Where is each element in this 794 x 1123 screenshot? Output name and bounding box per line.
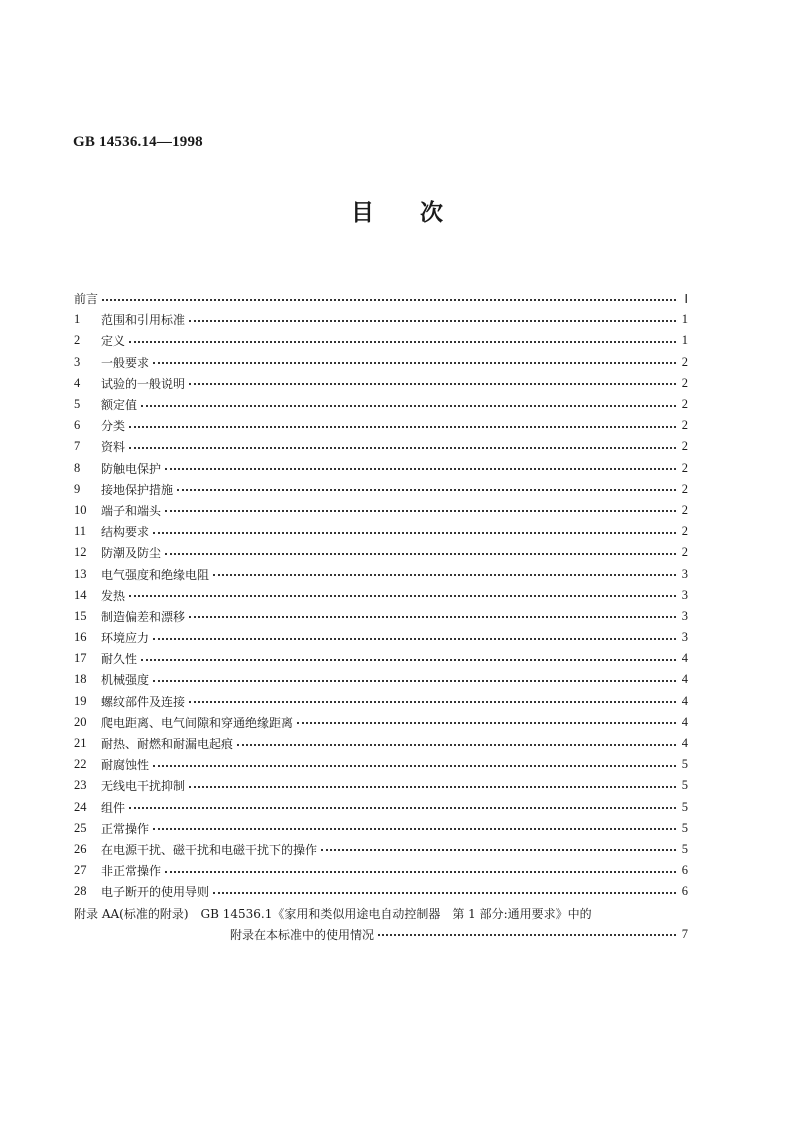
toc-entry-page: 5 <box>681 820 688 835</box>
toc-entry-label: 结构要求 <box>101 525 150 540</box>
toc-entry-label: 电子断开的使用导则 <box>101 885 210 900</box>
toc-entry-number: 9 <box>74 481 81 496</box>
dot-leader <box>189 602 676 618</box>
toc-entry-page: 2 <box>681 354 688 369</box>
toc-entry-label: 正常操作 <box>101 821 150 836</box>
toc-entry-number: 22 <box>74 757 87 772</box>
dot-leader <box>153 348 676 364</box>
toc-entry-number: 21 <box>74 736 87 751</box>
toc-entry-number: 15 <box>74 608 87 623</box>
toc-entry-page: Ⅰ <box>684 291 688 306</box>
toc-entry-label: 端子和端头 <box>101 503 162 518</box>
toc-entry-page: 4 <box>681 672 688 687</box>
dot-leader <box>129 327 676 343</box>
toc-entry-number: 26 <box>74 841 87 856</box>
dot-leader <box>189 687 676 703</box>
toc-entry-label: 一般要求 <box>101 355 150 370</box>
dot-leader <box>321 835 676 851</box>
dot-leader <box>102 285 676 301</box>
toc-entry-label: 爬电距离、电气间隙和穿通绝缘距离 <box>101 715 294 730</box>
toc-entry[interactable] <box>74 881 688 902</box>
dot-leader <box>153 518 676 534</box>
toc-entry-page: 2 <box>681 481 688 496</box>
toc-entry-label: 接地保护措施 <box>101 482 174 497</box>
toc-entry-label: 前言 <box>74 292 99 307</box>
dot-leader <box>165 454 676 470</box>
toc-entry-number: 4 <box>74 375 81 390</box>
toc-entry-page: 2 <box>681 397 688 412</box>
toc-entry-page: 5 <box>681 841 688 856</box>
toc-entry-number: 2 <box>74 333 81 348</box>
toc-entry-label: 耐热、耐燃和耐漏电起痕 <box>101 737 234 752</box>
toc-entry-page: 5 <box>681 799 688 814</box>
appendix-entry-line1[interactable]: 附录 AA(标准的附录) GB 14536.1《家用和类似用途电自动控制器 第 1 部分:通用要求》中的 <box>74 906 592 921</box>
toc-entry-label: 防触电保护 <box>101 461 162 476</box>
toc-entry-number: 8 <box>74 460 81 475</box>
dot-leader <box>237 730 676 746</box>
toc-entry-number: 25 <box>74 820 87 835</box>
dot-leader <box>189 306 676 322</box>
toc-entry-label: 发热 <box>101 588 126 603</box>
toc-entry-page: 2 <box>681 524 688 539</box>
appendix-label: 附录在本标准中的使用情况 <box>230 927 375 942</box>
toc-entry-label: 螺纹部件及连接 <box>101 694 186 709</box>
dot-leader <box>189 772 676 788</box>
toc-entry-label: 定义 <box>101 334 126 349</box>
toc-entry-page: 4 <box>681 693 688 708</box>
toc-entry-page: 5 <box>681 778 688 793</box>
toc-entry-label: 在电源干扰、磁干扰和电磁干扰下的操作 <box>101 842 318 857</box>
toc-entry-number: 27 <box>74 863 87 878</box>
toc-entry-number: 18 <box>74 672 87 687</box>
appendix-entry-line2[interactable] <box>74 924 688 945</box>
dot-leader <box>297 708 676 724</box>
toc-entry-number: 19 <box>74 693 87 708</box>
toc-entry-page: 4 <box>681 714 688 729</box>
toc-entry-label: 试验的一般说明 <box>101 376 186 391</box>
toc-entry-number: 7 <box>74 439 81 454</box>
toc-entry-number: 28 <box>74 884 87 899</box>
dot-leader <box>213 878 676 894</box>
toc-entry-number: 6 <box>74 418 81 433</box>
dot-leader <box>129 412 676 428</box>
toc-entry-number: 11 <box>74 524 87 539</box>
toc-entry-page: 1 <box>681 333 688 348</box>
toc-entry-label: 耐久性 <box>101 652 138 667</box>
toc-entry-number: 10 <box>74 502 87 517</box>
toc-entry-label: 资料 <box>101 440 126 455</box>
toc-entry-number: 23 <box>74 778 87 793</box>
toc-entry-page: 2 <box>681 375 688 390</box>
toc-entry-label: 分类 <box>101 419 126 434</box>
toc-entry-page: 2 <box>681 545 688 560</box>
toc-entry-page: 6 <box>681 884 688 899</box>
dot-leader <box>153 624 676 640</box>
toc-entry-label: 范围和引用标准 <box>101 313 186 328</box>
toc-entry-label: 电气强度和绝缘电阻 <box>101 567 210 582</box>
dot-leader <box>165 857 676 873</box>
toc-entry-page: 3 <box>681 587 688 602</box>
dot-leader <box>177 475 676 491</box>
toc-entry-number: 17 <box>74 651 87 666</box>
toc-entry-number: 1 <box>74 312 81 327</box>
toc-entry-page: 4 <box>681 736 688 751</box>
appendix-page: 7 <box>681 926 688 941</box>
dot-leader <box>189 369 676 385</box>
toc-entry-number: 12 <box>74 545 87 560</box>
toc-entry-page: 3 <box>681 630 688 645</box>
dot-leader <box>165 496 676 512</box>
toc-entry-label: 机械强度 <box>101 673 150 688</box>
toc-entry-label: 耐腐蚀性 <box>101 758 150 773</box>
dot-leader <box>141 645 676 661</box>
toc-entry-number: 3 <box>74 354 81 369</box>
dot-leader <box>153 751 676 767</box>
toc-entry-page: 6 <box>681 863 688 878</box>
toc-entry-label: 防潮及防尘 <box>101 546 162 561</box>
toc-entry-label: 非正常操作 <box>101 864 162 879</box>
toc-entry-number: 16 <box>74 630 87 645</box>
toc-entry-label: 环境应力 <box>101 631 150 646</box>
standard-code: GB 14536.14—1998 <box>73 134 203 150</box>
toc-entry-label: 组件 <box>101 800 126 815</box>
toc-entry-page: 3 <box>681 608 688 623</box>
dot-leader <box>129 581 676 597</box>
dot-leader <box>153 666 676 682</box>
toc-entry-page: 2 <box>681 502 688 517</box>
dot-leader <box>378 920 676 936</box>
toc-entry-number: 5 <box>74 397 81 412</box>
toc-entry-label: 额定值 <box>101 398 138 413</box>
toc-entry-number: 20 <box>74 714 87 729</box>
dot-leader <box>141 391 676 407</box>
toc-entry-number: 13 <box>74 566 87 581</box>
toc-entry-page: 3 <box>681 566 688 581</box>
toc-entry-page: 1 <box>681 312 688 327</box>
dot-leader <box>129 793 676 809</box>
toc-entry-number: 24 <box>74 799 87 814</box>
dot-leader <box>213 560 676 576</box>
table-of-contents <box>74 288 688 945</box>
dot-leader <box>165 539 676 555</box>
toc-entry-page: 2 <box>681 460 688 475</box>
toc-entry-page: 2 <box>681 418 688 433</box>
dot-leader <box>153 814 676 830</box>
toc-entry-page: 2 <box>681 439 688 454</box>
dot-leader <box>129 433 676 449</box>
toc-entry-label: 制造偏差和漂移 <box>101 609 186 624</box>
toc-entry-number: 14 <box>74 587 87 602</box>
toc-entry-page: 5 <box>681 757 688 772</box>
toc-entry-page: 4 <box>681 651 688 666</box>
page-title: 目 次 <box>351 200 443 226</box>
toc-entry-label: 无线电干扰抑制 <box>101 779 186 794</box>
